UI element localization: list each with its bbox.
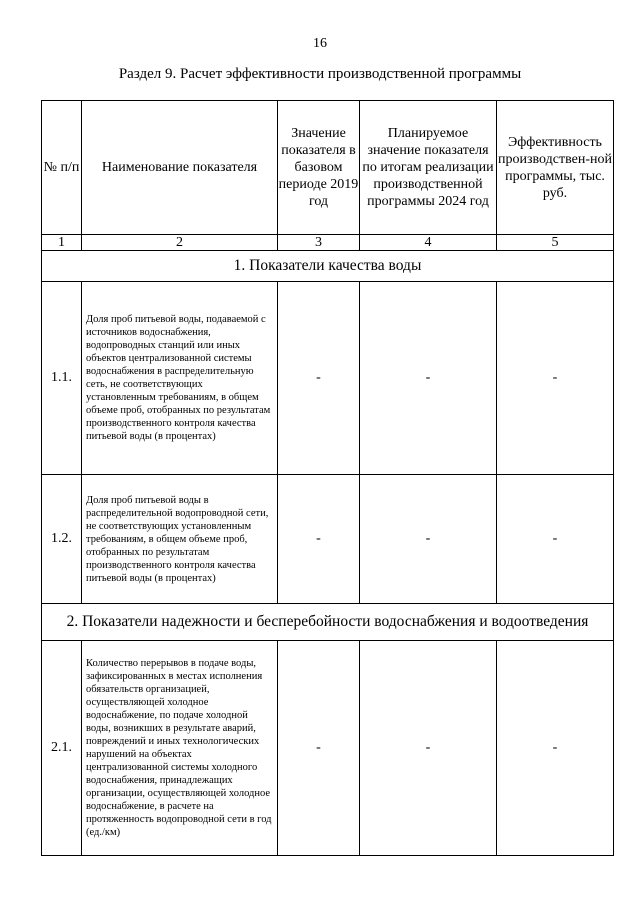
- header-number: № п/п: [42, 101, 82, 235]
- column-number: 2: [82, 235, 278, 251]
- row-index: 1.2.: [42, 475, 82, 604]
- row-indicator-name: Количество перерывов в подаче воды, зафиксированных в местах исполнения обязательств организацией, осуществляющей холодное водоснабжение, по подаче холодной воды, возникших в результате аварий, повреждений и иных технологических нарушений на объектах централизованной системы холодного водоснабжения, принадлежащих организации, осуществляющей холодное водоснабжение, в расчете на протяженность водопроводной сети в год (ед./км): [82, 641, 278, 856]
- row-planned-value: -: [360, 641, 497, 856]
- row-efficiency-value: -: [497, 641, 614, 856]
- efficiency-table: [41, 100, 614, 856]
- page-number: 16: [313, 36, 327, 51]
- column-number-row: [42, 235, 614, 251]
- header-name: Наименование показателя: [82, 101, 278, 235]
- row-efficiency-value: -: [497, 475, 614, 604]
- table-row: [42, 641, 614, 856]
- row-indicator-name: Доля проб питьевой воды в распределительной водопроводной сети, не соответствующих установленным требованиям, в общем объеме проб, отобранных по результатам производственного контроля качества питьевой воды (в процентах): [82, 475, 278, 604]
- column-number: 5: [497, 235, 614, 251]
- section-heading-row: [42, 251, 614, 282]
- column-number: 4: [360, 235, 497, 251]
- row-planned-value: -: [360, 475, 497, 604]
- section-heading: 2. Показатели надежности и бесперебойности водоснабжения и водоотведения: [42, 604, 614, 641]
- header-efficiency: Эффективность производствен-ной программы, тыс. руб.: [497, 101, 614, 235]
- section-heading-row: [42, 604, 614, 641]
- column-number: 3: [278, 235, 360, 251]
- header-row: [42, 101, 614, 235]
- section-title: Раздел 9. Расчет эффективности производственной программы: [118, 66, 522, 82]
- row-base-value: -: [278, 641, 360, 856]
- row-indicator-name: Доля проб питьевой воды, подаваемой с источников водоснабжения, водопроводных станций или иных объектов централизованной системы водоснабжения в распределительную сеть, не соответствующих установленным требованиям, в общем объеме проб, отобранных по результатам производственного контроля качества питьевой воды (в процентах): [82, 282, 278, 475]
- row-index: 2.1.: [42, 641, 82, 856]
- row-base-value: -: [278, 282, 360, 475]
- column-number: 1: [42, 235, 82, 251]
- header-base-value: Значение показателя в базовом периоде 2019 год: [278, 101, 360, 235]
- header-planned-value: Планируемое значение показателя по итогам реализации производственной программы 2024 год: [360, 101, 497, 235]
- table-row: [42, 475, 614, 604]
- row-index: 1.1.: [42, 282, 82, 475]
- row-planned-value: -: [360, 282, 497, 475]
- section-heading: 1. Показатели качества воды: [42, 251, 614, 282]
- row-base-value: -: [278, 475, 360, 604]
- table-row: [42, 282, 614, 475]
- row-efficiency-value: -: [497, 282, 614, 475]
